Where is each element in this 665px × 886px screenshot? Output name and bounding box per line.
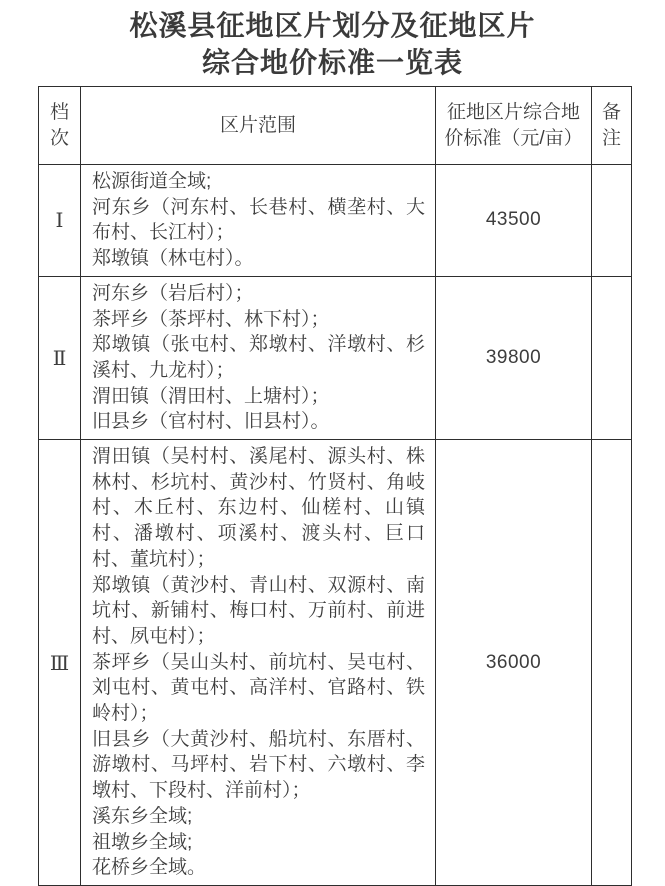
grade-value: Ⅲ xyxy=(39,440,81,886)
range-text: 渭田镇（吴村村、溪尾村、源头村、株林村、杉坑村、黄沙村、竹贤村、角岐村、木丘村、东边村、仙槎村、山镇村、潘墩村、项溪村、渡头村、巨口村、董坑村）； 郑墩镇（黄沙村、青山村、双源村、南坑村、新铺村、梅口村、万前村、前进村、夙屯村）； 茶坪乡（吴山头村、前坑村、吴屯村、刘屯村、黄屯村、高洋村、官路村、铁岭村）； 旧县乡（大黄沙村、船坑村、东厝村、游墩村、马坪村、岩下村、六墩村、李墩村、下段村、洋前村）； 溪东乡全域; 祖墩乡全域; 花桥乡全域。 xyxy=(81,440,436,886)
land-price-table xyxy=(38,86,632,886)
remark-cell xyxy=(592,440,632,886)
table-row-grade-1 xyxy=(39,165,632,277)
page-title xyxy=(0,0,665,81)
table-header-row xyxy=(39,87,632,165)
header-remark: 备注 xyxy=(592,87,632,165)
grade-value: Ⅰ xyxy=(39,165,81,277)
page-title-line-2: 综合地价标准一览表 xyxy=(201,47,463,78)
price-value: 36000 xyxy=(436,440,592,886)
header-price: 征地区片综合地价标准（元/亩） xyxy=(436,87,592,165)
grade-value: Ⅱ xyxy=(39,276,81,439)
price-value: 39800 xyxy=(436,276,592,439)
table-row-grade-2 xyxy=(39,276,632,439)
remark-cell xyxy=(592,276,632,439)
price-value: 43500 xyxy=(436,165,592,277)
range-text: 松源街道全域; 河东乡（河东村、长巷村、横垄村、大布村、长江村）； 郑墩镇（林屯村）。 xyxy=(81,165,436,277)
page-title-line-1: 松溪县征地区片划分及征地区片 xyxy=(129,10,536,41)
table-row-grade-3 xyxy=(39,440,632,886)
header-range: 区片范围 xyxy=(81,87,436,165)
range-text: 河东乡（岩后村）； 茶坪乡（茶坪村、林下村）； 郑墩镇（张屯村、郑墩村、洋墩村、杉溪村、九龙村）； 渭田镇（渭田村、上塘村）； 旧县乡（官村村、旧县村）。 xyxy=(81,276,436,439)
remark-cell xyxy=(592,165,632,277)
header-grade: 档次 xyxy=(39,87,81,165)
